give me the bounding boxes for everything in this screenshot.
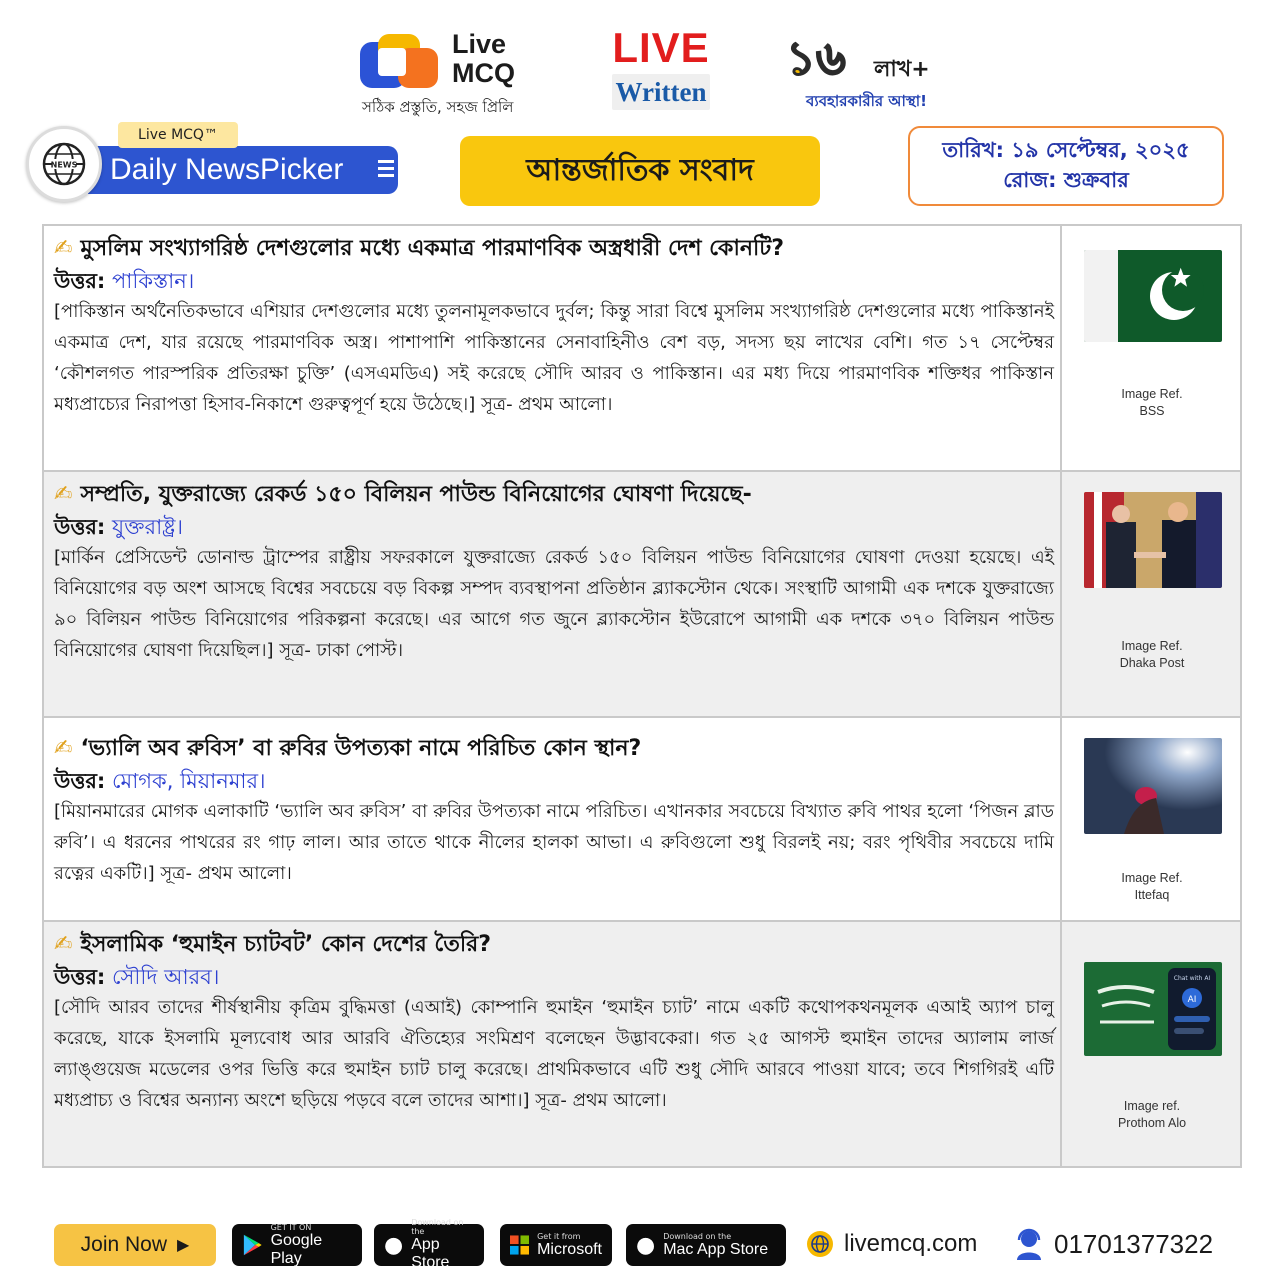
answer: উত্তর: সৌদি আরব।	[54, 965, 220, 989]
microsoft-icon	[510, 1235, 529, 1255]
image-reference: Image Ref. BSS	[1121, 387, 1183, 418]
written-label: Written	[612, 74, 710, 110]
join-now-button[interactable]: Join Now ▶	[54, 1224, 216, 1266]
image-reference: Image Ref. Ittefaq	[1121, 871, 1183, 902]
explanation: [মার্কিন প্রেসিডেন্ট ডোনাল্ড ট্রাম্পের রাষ্ট্রীয় সফরকালে যুক্তরাজ্যে রেকর্ড ১৫০ বিলিয়ন পাউন্ড বিনিয়োগের ঘোষণা দেওয়া হয়েছে। এই বিনিয়োগের বড় অংশ আসছে বিশ্বের সবচেয়ে বড় বিকল্প সম্পদ ব্যবস্থাপনা প্রতিষ্ঠান ব্ল্যাকস্টোন থেকে। সংস্থাটি আগামী এক দশকে যুক্তরাজ্যে ৯০ বিলিয়ন পাউন্ড বিনিয়োগের পরিকল্পনা করেছে। এর আগে গত জুনে ব্ল্যাকস্টোন ইউরোপে আগামী এক দশকে ৩৭০ বিলিয়ন পাউন্ড বিনিয়োগের ঘোষণা দিয়েছিল।] সূত্র- ঢাকা পোস্ট।	[54, 547, 1054, 661]
globe-caption: NEWS	[50, 160, 78, 170]
newspicker-tag: Live MCQ™	[118, 122, 238, 148]
image-reference: Image ref. Prothom Alo	[1117, 1099, 1187, 1130]
news-row	[44, 226, 1240, 472]
explanation: [সৌদি আরব তাদের শীর্ষস্থানীয় কৃত্রিম বুদ্ধিমত্তা (এআই) কোম্পানি হুমাইন ‘হুমাইন চ্যাট’ নামে একটি কথোপকথনমূলক এআই অ্যাপ চালু করেছে, যাকে ইসলামি মূল্যবোধ আর আরবি ঐতিহ্যের সংমিশ্রণ বলেছেন উদ্ভাবকেরা। গত ২৫ আগস্ট হুমাইন তাদের অ্যালাম লার্জ ল্যাঙ্গুয়েজ মডেলের ওপর ভিত্তি করে হুমাইন চ্যাট চালু করেছে। প্রাথমিকভাবে এটি শুধু সৌদি আরবে পাওয়া যাবে; তবে শিগগিরই এটি মধ্যপ্রাচ্য ও বিশ্বের অন্যান্য অংশে ছড়িয়ে পড়বে বলে তাদের আশা।] সূত্র- প্রথম আলো।	[54, 997, 1054, 1111]
question: ✍ ইসলামিক ‘হুমাইন চ্যাটবট’ কোন দেশের তৈরি?	[54, 932, 491, 957]
brand-name: Live MCQ	[452, 29, 515, 88]
live-label: LIVE	[612, 24, 710, 71]
newspicker-banner	[88, 146, 398, 194]
answer: উত্তর: পাকিস্তান।	[54, 269, 195, 293]
google-play-button[interactable]: GET IT ON Google Play	[232, 1224, 362, 1266]
leaders-handshake-image	[1084, 492, 1222, 588]
explanation: [পাকিস্তান অর্থনৈতিকভাবে এশিয়ার দেশগুলোর মধ্যে তুলনামূলকভাবে দুর্বল; কিন্তু সারা বিশ্বে মুসলিম সংখ্যাগরিষ্ঠ দেশগুলোর মধ্যে পাকিস্তানই একমাত্র দেশ, যার রয়েছে পারমাণবিক অস্ত্র। পাশাপাশি পাকিস্তানের সেনাবাহিনীও বেশ বড়, সদস্য ছয় লাখের বেশি। গত ১৭ সেপ্টেম্বর ‘কৌশলগত পারস্পরিক প্রতিরক্ষা চুক্তি’ (এসএমডিএ) সই করেছে সৌদি আরব ও পাকিস্তান। এর মধ্য দিয়ে পারমাণবিক শক্তিধর পাকিস্তান মধ্যপ্রাচ্যের নিরাপত্তা হিসাব-নিকাশে গুরুত্বপূর্ণ হয়ে উঠেছে।] সূত্র- প্রথম আলো।	[54, 301, 1054, 415]
livemcq-logo-icon	[358, 32, 440, 92]
app-store-button[interactable]: ● Download on the App Store	[374, 1224, 484, 1266]
question: ✍ ‘ভ্যালি অব রুবিস’ বা রুবির উপত্যকা নামে পরিচিত কোন স্থান?	[54, 736, 642, 761]
users-trust-text: ব্যবহারকারীর আস্থা!	[806, 92, 928, 110]
image-reference: Image Ref. Dhaka Post	[1119, 639, 1185, 670]
news-row	[44, 718, 1240, 922]
website-link[interactable]: livemcq.com	[806, 1230, 977, 1258]
ruby-stone-image	[1084, 738, 1222, 834]
pencil-icon: ✍	[54, 736, 73, 761]
date-line: তারিখ: ১৯ সেপ্টেম্বর, ২০২৫	[942, 138, 1190, 162]
mac-app-store-button[interactable]: ● Download on the Mac App Store	[626, 1224, 786, 1266]
explanation: [মিয়ানমারের মোগক এলাকাটি ‘ভ্যালি অব রুবিস’ বা রুবির উপত্যকা নামে পরিচিত। এখানকার সবচেয়ে বিখ্যাত রুবি পাথর হলো ‘পিজন ব্লাড রুবি’। এ ধরনের পাথরের রং গাঢ় লাল। আর তাতে থাকে নীলের হালকা আভা। এ রুবিগুলো শুধু বিরলই নয়; বরং পৃথিবীর সবচেয়ে দামি রত্নের একটি।] সূত্র- প্রথম আলো।	[54, 801, 1054, 884]
phone-number[interactable]: 01701377322	[1014, 1228, 1213, 1260]
microsoft-store-button[interactable]: Get it from Microsoft	[500, 1224, 612, 1266]
day-line: রোজ: শুক্রবার	[1003, 168, 1129, 192]
pencil-icon: ✍	[54, 236, 73, 261]
pencil-icon: ✍	[54, 482, 73, 507]
question: ✍ সম্প্রতি, যুক্তরাজ্যে রেকর্ড ১৫০ বিলিয়ন পাউন্ড বিনিয়োগের ঘোষণা দিয়েছে-	[54, 482, 752, 507]
google-play-icon	[242, 1233, 263, 1257]
newspicker-title: Daily NewsPicker	[110, 153, 344, 186]
pencil-icon: ✍	[54, 932, 73, 957]
apple-icon: ●	[384, 1232, 404, 1258]
users-count: ১৬	[786, 31, 846, 85]
ai-badge: AI	[1187, 995, 1197, 1005]
support-agent-icon	[1014, 1228, 1044, 1260]
web-globe-icon	[806, 1230, 834, 1258]
menu-lines-icon	[378, 160, 394, 181]
saudi-chatbot-image	[1084, 962, 1222, 1056]
news-row	[44, 472, 1240, 718]
news-row	[44, 922, 1240, 1166]
answer: উত্তর: যুক্তরাষ্ট্র।	[54, 515, 184, 539]
apple-icon: ●	[636, 1232, 656, 1258]
news-table	[42, 224, 1242, 1168]
answer: উত্তর: মোগক, মিয়ানমার।	[54, 769, 266, 793]
play-arrow-icon: ▶	[177, 1237, 190, 1254]
chat-ai-label: Chat with AI	[1173, 975, 1211, 982]
section-title: আন্তর্জাতিক সংবাদ	[460, 136, 820, 206]
users-suffix: লাখ+	[874, 57, 930, 82]
news-globe-icon	[26, 126, 102, 202]
brand-tagline: সঠিক প্রস্তুতি, সহজ প্রিলি	[362, 98, 514, 116]
pakistan-flag-image	[1084, 250, 1222, 342]
date-box	[908, 126, 1224, 206]
question: ✍ মুসলিম সংখ্যাগরিষ্ঠ দেশগুলোর মধ্যে একমাত্র পারমাণবিক অস্ত্রধারী দেশ কোনটি?	[54, 236, 785, 261]
